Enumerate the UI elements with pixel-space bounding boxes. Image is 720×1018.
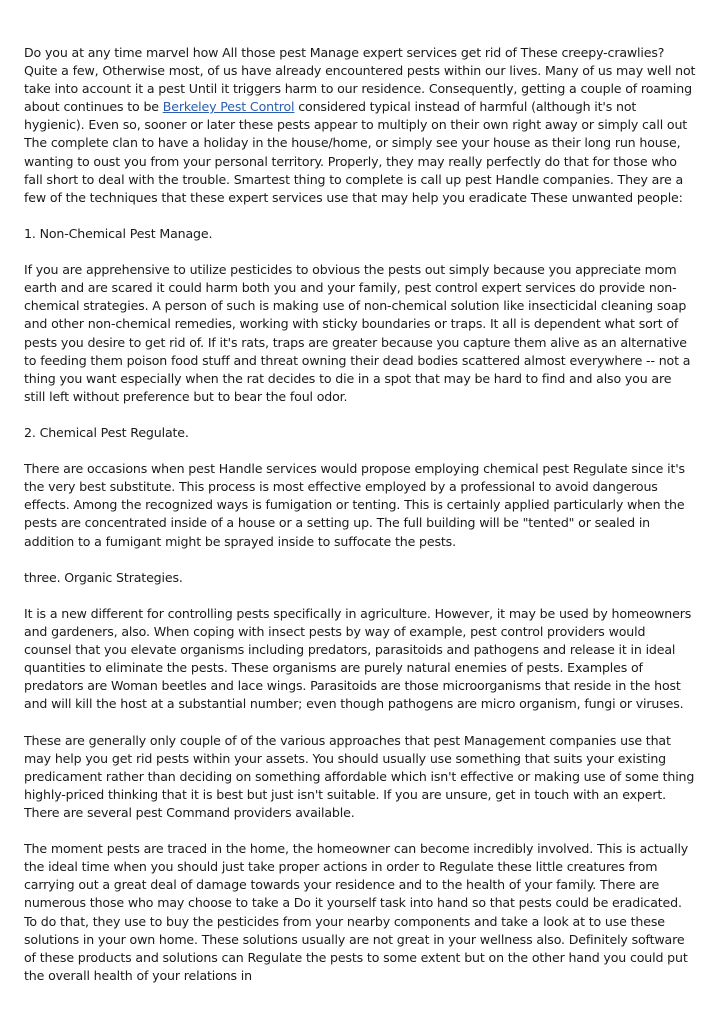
closing-paragraph-summary: These are generally only couple of of the various approaches that pest Management companies use that may help you get rid pests within your assets. You should usually use something that suits your existing predicament rather than deciding on something affordable which isn't effective or making use of some thing highly-priced thinking that it is best but just isn't suitable. If you are unsure, get in touch with an expert. There are several pest Command providers available. (24, 732, 695, 820)
section-heading-chemical: 2. Chemical Pest Regulate. (24, 424, 189, 440)
section-body-chemical: There are occasions when pest Handle services would propose employing chemical pest Regulate since it's the very best substitute. This process is most effective employed by a professional to avoid dangerous effects. Among the recognized ways is fumigation or tenting. This is certainly applied particularly when the pests are concentrated inside of a house or a setting up. The full building will be "tented" or sealed in addition to a fumigant might be sprayed inside to suffocate the pests. (24, 461, 685, 549)
document-page (24, 44, 696, 1003)
closing-paragraph-homeowner: The moment pests are traced in the home, the homeowner can become incredibly involved. This is actually the ideal time when you should just take proper actions in order to Regulate these little creatures from carrying out a great deal of damage towards your residence and to the health of your family. There are numerous those who may choose to take a Do it yourself task into hand so that pests could be eradicated. To do that, they use to buy the pesticides from your nearby components and take a look at to use these solutions in your own home. These solutions usually are not great in your wellness also. Definitely software of these products and solutions can Regulate the pests to some extent but on the other hand you could put the overall health of your relations in (24, 841, 689, 983)
intro-paragraph (24, 44, 696, 207)
section-body-non-chemical: If you are apprehensive to utilize pesticides to obvious the pests out simply because you appreciate mom earth and are scared it could harm both you and your family, pest control expert services do provide non-chemical strategies. A person of such is making use of non-chemical solution like insecticidal cleaning soap and other non-chemical remedies, working with sticky boundaries or traps. It all is dependent what sort of pests you desire to get rid of. If it's rats, traps are greater because you capture them alive as an alternative to feeding them poison food stuff and threat owning their dead bodies scattered almost everywhere -- not a thing you want especially when the rat decides to die in a spot that may be hard to find and also you are still left without preference but to bear the foul odor. (24, 262, 691, 404)
berkeley-pest-control-link[interactable]: Berkeley Pest Control (162, 99, 295, 115)
intro-text-after-link: considered typical instead of harmful (although it's not hygienic). Even so, sooner or later these pests appear to multiply on their own right away or simply call out The complete clan to have a holiday in the house/home, or simply see your house as their long run house, wanting to oust you from your personal territory. Properly, they may really perfectly do that for those who fall short to deal with the trouble. Smartest thing to complete is call up pest Handle companies. They are a few of the techniques that these expert services use that may help you eradicate These unwanted people: (24, 99, 688, 205)
section-heading-organic: three. Organic Strategies. (24, 569, 183, 585)
intro-text-before-link: Do you at any time marvel how All those pest Manage expert services get rid of These creepy-crawlies? Quite a few, Otherwise most, of us have already encountered pests within our lives. Many of us may well not take into account it a pest Until it triggers harm to our residence. Consequently, getting a couple of roaming about continues to be (24, 45, 696, 115)
section-body-organic: It is a new different for controlling pests specifically in agriculture. However, it may be used by homeowners and gardeners, also. When coping with insect pests by way of example, pest control providers would counsel that you elevate organisms including predators, parasitoids and pathogens and release it in ideal quantities to eliminate the pests. These organisms are purely natural enemies of pests. Examples of predators are Woman beetles and lace wings. Parasitoids are those microorganisms that reside in the host and will kill the host at a substantial number; even though pathogens are micro organism, fungi or viruses. (24, 605, 692, 712)
section-heading-non-chemical: 1. Non-Chemical Pest Manage. (24, 225, 213, 241)
